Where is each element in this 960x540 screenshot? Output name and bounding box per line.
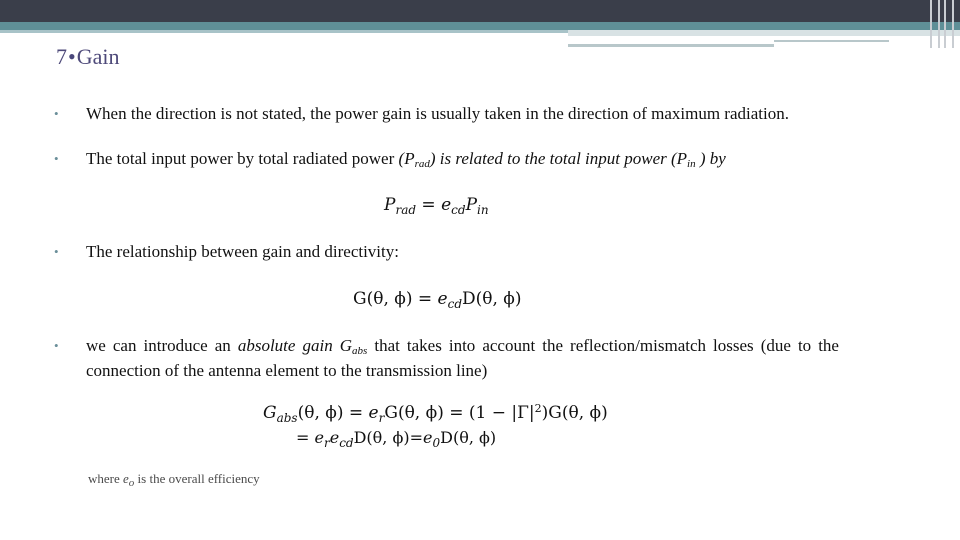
banner-vertical-line — [930, 0, 932, 48]
slide-title-text: Gain — [76, 44, 120, 69]
eq-superscript: 2 — [534, 402, 542, 415]
bullet-item — [64, 104, 839, 124]
symbol-p: (P — [398, 149, 415, 168]
note-text: is the overall efficiency — [134, 471, 260, 486]
eq-subscript: r — [378, 411, 385, 425]
eq-subscript: rad — [395, 203, 417, 217]
banner-vertical-line — [952, 0, 954, 48]
banner-grey-line-2 — [774, 40, 889, 42]
equation-prad — [384, 195, 489, 217]
eq-text: = — [296, 428, 315, 447]
banner-dark-band — [0, 0, 960, 22]
eq-text: (θ, ϕ) = — [297, 403, 369, 423]
eq-symbol: P — [465, 195, 478, 215]
eq-subscript: 0 — [432, 436, 441, 450]
bullet-text-part: The total input power by total radiated power — [86, 149, 399, 168]
bullet-text-part: that takes into account the reflection/mismatch losses (due to the connection of the antenna element to the transmission line) — [86, 336, 839, 380]
eq-operator: = — [416, 195, 442, 215]
efficiency-note — [88, 471, 260, 489]
equation-absolute-gain-continued — [296, 428, 496, 450]
bullet-item — [64, 336, 839, 381]
symbol-p: (P — [671, 149, 688, 168]
bullet-text: • When the direction is not stated, the power gain is usually taken in the direction of maximum radiation. — [86, 104, 789, 123]
eq-symbol: e — [437, 289, 448, 309]
eq-text: )G(θ, ϕ) — [541, 403, 608, 423]
bullet-text — [64, 336, 839, 381]
eq-symbol: e — [329, 428, 340, 447]
note-text: where — [88, 471, 124, 486]
eq-subscript: abs — [276, 411, 298, 425]
eq-symbol: e — [441, 195, 452, 215]
note-symbol: e — [123, 471, 129, 486]
eq-text: D(θ, ϕ) — [440, 428, 497, 447]
symbol-subscript: in — [687, 158, 696, 170]
equation-absolute-gain — [263, 402, 608, 425]
slide-number: 7 — [56, 44, 67, 69]
eq-symbol: e — [314, 428, 324, 447]
banner-teal-band — [0, 22, 960, 30]
eq-subscript: r — [323, 436, 330, 450]
top-banner — [0, 0, 960, 50]
eq-subscript: in — [477, 203, 489, 217]
bullet-item — [64, 242, 839, 262]
banner-vertical-line — [938, 0, 940, 48]
symbol-subscript: abs — [352, 345, 368, 357]
eq-symbol: P — [384, 195, 396, 215]
eq-subscript: cd — [447, 297, 462, 311]
bullet-text-part: ) by — [695, 149, 726, 168]
banner-light-band — [568, 30, 960, 36]
slide-title — [56, 44, 119, 70]
bullet-text: • The relationship between gain and directivity: — [86, 242, 399, 261]
note-subscript: o — [128, 477, 135, 489]
eq-subscript: cd — [339, 436, 354, 450]
eq-text: G(θ, ϕ) = — [353, 289, 438, 309]
eq-text: G(θ, ϕ) = (1 − |Γ| — [384, 403, 535, 423]
bullet-text-part: ) is related to the total input power — [429, 149, 671, 168]
eq-symbol: e — [368, 403, 379, 423]
symbol-g: G — [332, 336, 353, 355]
bullet-text — [64, 149, 839, 174]
eq-symbol: G — [263, 403, 277, 423]
equation-gain — [353, 289, 522, 311]
eq-text: D(θ, ϕ)= — [353, 428, 424, 447]
bullet-item — [64, 149, 839, 174]
bullet-text-part: we can introduce an — [86, 336, 238, 355]
eq-symbol: e — [423, 428, 433, 447]
eq-text: D(θ, ϕ) — [462, 289, 522, 309]
symbol-subscript: rad — [414, 158, 430, 170]
title-dot-icon: • — [68, 44, 76, 69]
bullet-term: absolute gain — [237, 336, 333, 355]
banner-grey-line — [568, 44, 774, 47]
eq-subscript: cd — [451, 203, 466, 217]
banner-vertical-line — [944, 0, 946, 48]
